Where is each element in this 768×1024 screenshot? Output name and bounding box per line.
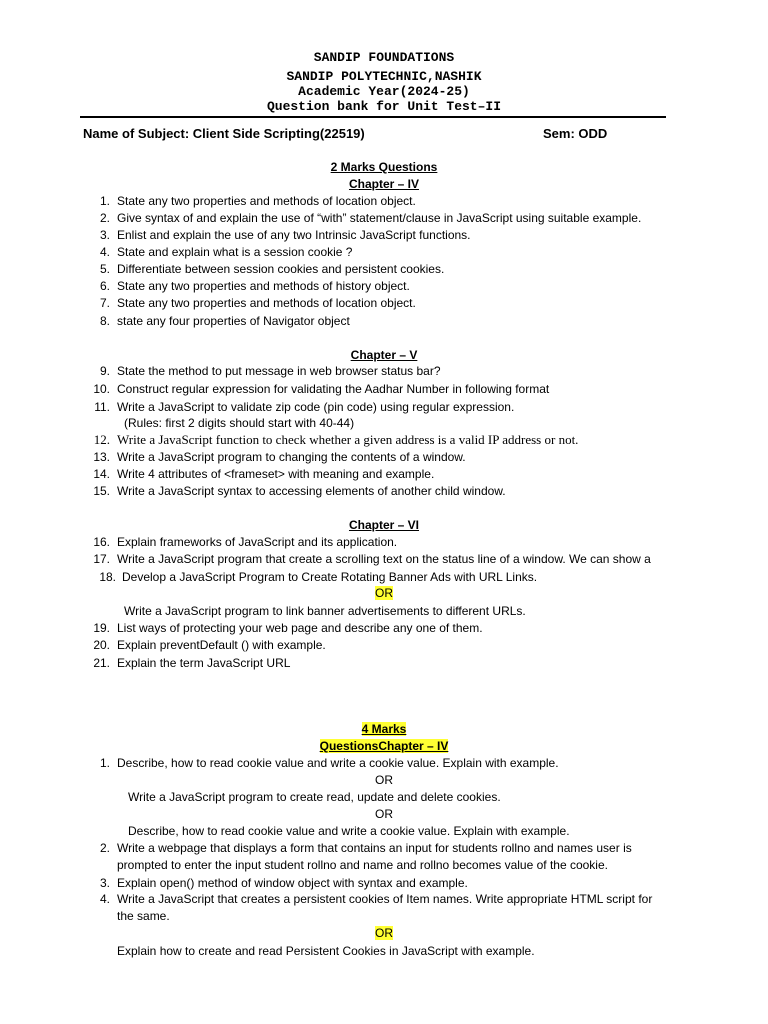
document-title: Question bank for Unit Test–II bbox=[266, 99, 502, 114]
alternate-question: Write a JavaScript program to link banner advertisements to different URLs. bbox=[124, 604, 526, 618]
list-item-continuation: prompted to enter the input student rollno and name and rollno becomes value of the cookie. bbox=[117, 858, 608, 872]
or-separator: OR bbox=[375, 773, 393, 787]
institute-name: SANDIP POLYTECHNIC,NASHIK bbox=[286, 69, 482, 84]
alternate-question: Describe, how to read cookie value and write a cookie value. Explain with example. bbox=[128, 824, 570, 838]
four-marks-heading: 4 Marks bbox=[361, 722, 407, 736]
alternate-question: Explain how to create and read Persistent Cookies in JavaScript with example. bbox=[117, 944, 535, 958]
two-marks-heading: 2 Marks Questions bbox=[330, 160, 438, 174]
foundation-name: SANDIP FOUNDATIONS bbox=[313, 50, 455, 65]
list-item-continuation: the same. bbox=[117, 909, 170, 923]
subject-name: Name of Subject: Client Side Scripting(22519) bbox=[83, 126, 365, 141]
semester: Sem: ODD bbox=[543, 126, 608, 141]
chapter-v-heading: Chapter – V bbox=[350, 348, 418, 362]
or-separator: OR bbox=[375, 926, 393, 940]
header-divider bbox=[80, 116, 666, 118]
zip-code-rule-note: (Rules: first 2 digits should start with 40-44) bbox=[124, 416, 355, 430]
or-separator: OR bbox=[375, 807, 393, 821]
chapter-vi-heading: Chapter – VI bbox=[348, 518, 420, 532]
question-bank-page: SANDIP FOUNDATIONS SANDIP POLYTECHNIC,NASHIK Academic Year(2024-25) Question bank for Unit Test–II Name of Subject: Client Side Scripting(22519) Sem: ODD 2 Marks Questions Chapter – IV 1. State any two properties and methods of location object. 2. Give syntax of and explain the use of “with” statement/clause in JavaScript using suitable example. 3. Enlist and explain the use of any two Intrinsic JavaScript functions. 4. State and explain what is a session cookie ? 5. Differentiate between session cookies and persistent cookies. 6. State any two properties and methods of history object. 7. State any two properties and methods of location object. 8. state any four properties of Navigator object Chapter – V 9. State the method to put message in web browser status bar? 10. Construct regular expression for validating the Aadhar Number in following format 11. Write a JavaScript to validate zip code (pin code) using regular expression. (Rules: first 2 digits should start with 40-44) 12. Write a JavaScript function to check whether a given address is a valid IP address or not. 13. Write a JavaScript program to changing the contents of a window. 14. Write 4 attributes of <frameset> with meaning and example. 15. Write a JavaScript syntax to accessing elements of another child window. Chapter – VI 16. Explain frameworks of JavaScript and its application. 17. Write a JavaScript program that create a scrolling text on the status line of a window. We can show a 18. Develop a JavaScript Program to Create Rotating Banner Ads with URL Links. OR Write a JavaScript program to link banner advertisements to different URLs. 19. List ways of protecting your web page and describe any one of them. 20. Explain preventDefault () with example. 21. Explain the term JavaScript URL 4 Marks QuestionsChapter – IV 1. Describe, how to read cookie value and write a cookie value. Explain with example. OR Write a JavaScript program to create read, update and delete cookies. OR Describe, how to read cookie value and write a cookie value. Explain with example. 2. Write a webpage that displays a form that contains an input for students rollno and names user is prompted to enter the input student rollno and name and rollno becomes value of the cookie. 3. Explain open() method of window object with syntax and example. 4. Write a JavaScript that creates a persistent cookies of Item names. Write appropriate HTML script for the same. OR Explain how to create and read Persistent Cookies in JavaScript with example. bbox=[0, 0, 768, 1024]
or-separator: OR bbox=[375, 586, 393, 600]
academic-year: Academic Year(2024-25) bbox=[298, 84, 470, 99]
chapter-iv-heading: Chapter – IV bbox=[348, 177, 420, 191]
alternate-question: Write a JavaScript program to create read, update and delete cookies. bbox=[128, 790, 501, 804]
four-marks-chapter-iv-heading: QuestionsChapter – IV bbox=[319, 739, 449, 753]
